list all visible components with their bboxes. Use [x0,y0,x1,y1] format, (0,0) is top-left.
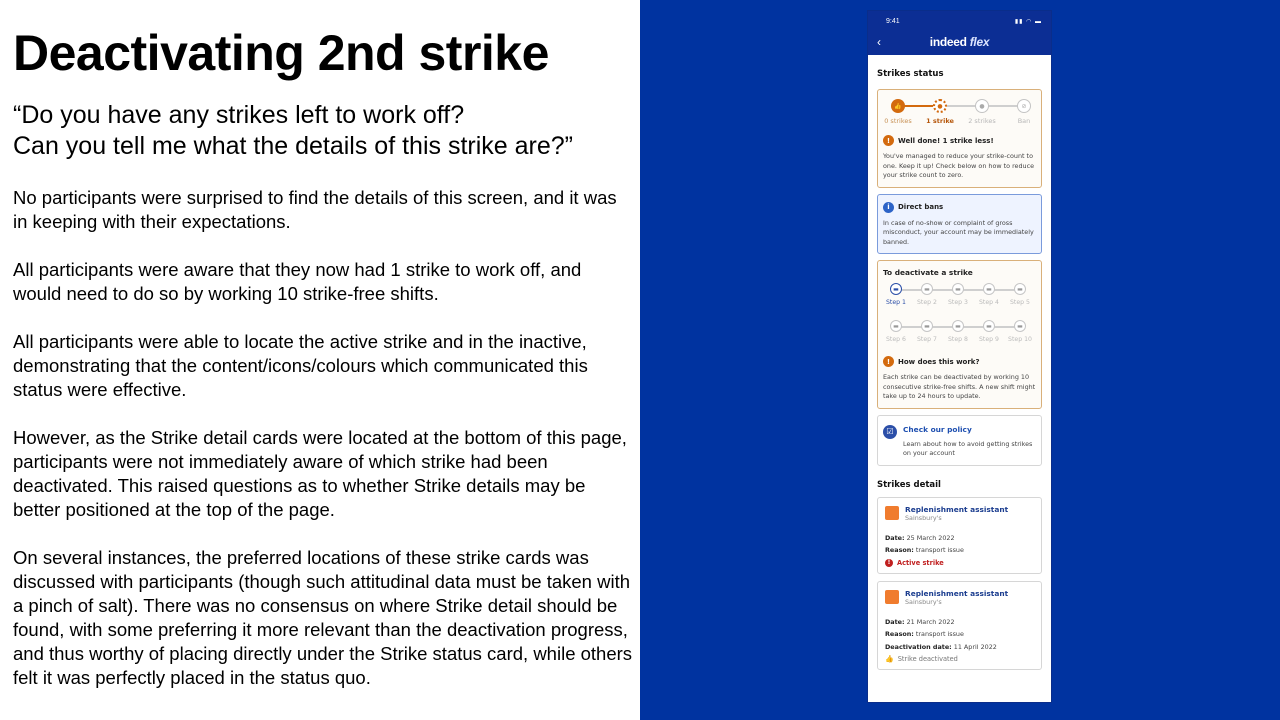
car-icon: ▬ [983,320,995,332]
job-title: Replenishment assistant [905,504,1009,514]
reason-value: transport issue [915,630,964,638]
thumbs-up-icon: 👍 [891,99,905,113]
direct-bans-title: Direct bans [898,203,944,211]
step-item [914,283,940,306]
status-badge [885,655,1034,663]
strike-progress [883,97,1036,115]
brand-main: indeed [929,35,967,49]
finding-paragraph: However, as the Strike detail cards were located at the bottom of this page, participants were not immediately aware of which strike had been deactivated. This raised questions as to whether Strike details may be better positioned at the top of the page. [13,427,627,520]
car-icon: ▬ [921,320,933,332]
direct-bans-card [877,194,1042,255]
policy-text: Learn about how to avoid getting strikes on your account [903,439,1033,457]
step-item [1007,320,1033,343]
employer-name: Sainsbury's [905,513,942,522]
car-icon: ▬ [983,283,995,295]
brand-logo [868,35,1051,49]
date-value: 21 March 2022 [906,617,955,626]
ban-icon: ⊘ [1017,99,1031,113]
policy-content [903,423,1036,459]
car-icon: ▬ [921,283,933,295]
deactivate-card [877,260,1042,409]
strike-date [885,532,1034,545]
alert-title: Well done! 1 strike less! [898,136,994,145]
finding-paragraph: All participants were aware that they now had 1 strike to work off, and would need to do so by working 10 strike-free shifts. [13,259,582,304]
job-info [905,589,1008,606]
app-content [868,69,1051,670]
strike-reason [885,544,1034,557]
employer-logo-icon [885,506,899,520]
how-title: How does this work? [898,357,980,366]
strike-detail-card[interactable] [877,497,1042,574]
level-label: Ban [1017,117,1031,125]
step-label: Step 2 [917,299,937,306]
deact-value: 11 April 2022 [953,642,997,651]
step-label: Step 7 [917,336,937,343]
slide-title: Deactivating 2nd strike [13,25,549,81]
step-item [914,320,940,343]
reason-value: transport issue [915,546,964,554]
step-label: Step 9 [979,336,999,343]
how-heading [883,356,1036,367]
car-icon: ▬ [952,320,964,332]
status-text: Active strike [897,558,944,567]
app-header [868,11,1051,55]
step-label: Step 5 [1010,299,1030,306]
employer-logo-icon [885,590,899,604]
car-icon: ▬ [890,320,902,332]
car-icon: ▬ [890,283,902,295]
step-item [976,320,1002,343]
deact-label: Deactivation date: [885,642,952,651]
finding-paragraph: No participants were surprised to find the details of this screen, and it was in keeping with their expectations. [13,187,617,232]
research-question [13,100,573,162]
alert-text: You've managed to reduce your strike-count to one. Keep it up! Check below on how to reduce your strike count to zero. [883,152,1035,179]
policy-link[interactable]: Check our policy [903,424,972,434]
strike-status-card [877,89,1042,188]
reason-label: Reason: [885,630,914,638]
exclamation-icon: ! [883,135,894,146]
level-label: 0 strikes [884,117,912,125]
level-label-current: 1 strike [926,117,954,125]
checklist-icon: ☑ [883,425,897,439]
thumbs-up-icon: 👍 [885,655,894,663]
date-label: Date: [885,533,905,542]
step-label: Step 1 [886,299,906,306]
job-title: Replenishment assistant [905,588,1009,598]
steps-row-2 [883,320,1036,348]
strike-date [885,616,1034,629]
step-item [883,320,909,343]
level-label: 2 strikes [968,117,996,125]
info-icon: i [883,202,894,213]
strike-icon: ● [975,99,989,113]
deactivation-date [885,641,1034,654]
job-info [905,505,1008,522]
policy-card[interactable] [877,415,1042,466]
strikes-detail-title: Strikes detail [877,479,941,490]
step-label: Step 4 [979,299,999,306]
date-value: 25 March 2022 [906,533,955,542]
step-label: Step 10 [1008,336,1032,343]
employer-name: Sainsbury's [905,597,942,606]
strike-detail-card[interactable] [877,581,1042,671]
alert-heading [883,135,1036,146]
phone-mockup [867,10,1052,703]
steps-row-1 [883,283,1036,311]
step-label: Step 8 [948,336,968,343]
findings [13,186,633,714]
finding-paragraph: All participants were able to locate the active strike and in the inactive, demonstrating that the content/icons/colours which communicated this status were effective. [13,331,588,400]
brand-sub: flex [969,35,990,49]
strike-current-icon: ● [933,99,947,113]
step-item-current [883,283,909,306]
status-badge [885,559,1034,567]
quote-line: “Do you have any strikes left to work off? [13,101,465,129]
date-label: Date: [885,617,905,626]
reason-label: Reason: [885,546,914,554]
signal-wifi-battery-icon: ▮▮ ◠ ▬ [1014,19,1042,25]
alert-icon: ! [885,559,893,567]
exclamation-icon: ! [883,356,894,367]
job-header [885,505,1034,522]
step-item [1007,283,1033,306]
step-item [945,283,971,306]
step-item [976,283,1002,306]
step-item [945,320,971,343]
car-icon: ▬ [1014,283,1026,295]
how-text: Each strike can be deactivated by working 10 consecutive strike-free shifts. A new shift might take up to 24 hours to update. [883,373,1036,400]
strikes-status-title: Strikes status [877,69,944,79]
quote-line: Can you tell me what the details of this strike are?” [13,132,573,160]
strike-reason [885,628,1034,641]
direct-bans-text: In case of no-show or complaint of gross misconduct, your account may be immediately banned. [883,218,1034,246]
status-text: Strike deactivated [897,655,958,663]
car-icon: ▬ [1014,320,1026,332]
progress-labels [883,117,1036,127]
chevron-left-icon[interactable]: ‹ [877,35,881,49]
finding-paragraph: On several instances, the preferred locations of these strike cards was discussed with participants (though such attitudinal data must be taken with a pinch of salt). There was no consensus on where Strike detail should be found, with some preferring it more relevant than the deactivation progress, and thus worthy of placing directly under the Strike status card, while others felt it was perfectly placed in the status quo. [13,547,633,688]
status-time: 9:41 [886,18,900,25]
direct-bans-heading [883,202,1036,213]
step-label: Step 6 [886,336,906,343]
car-icon: ▬ [952,283,964,295]
job-header [885,589,1034,606]
deactivate-title: To deactivate a strike [883,268,973,277]
step-label: Step 3 [948,299,968,306]
policy-row [883,423,1036,459]
